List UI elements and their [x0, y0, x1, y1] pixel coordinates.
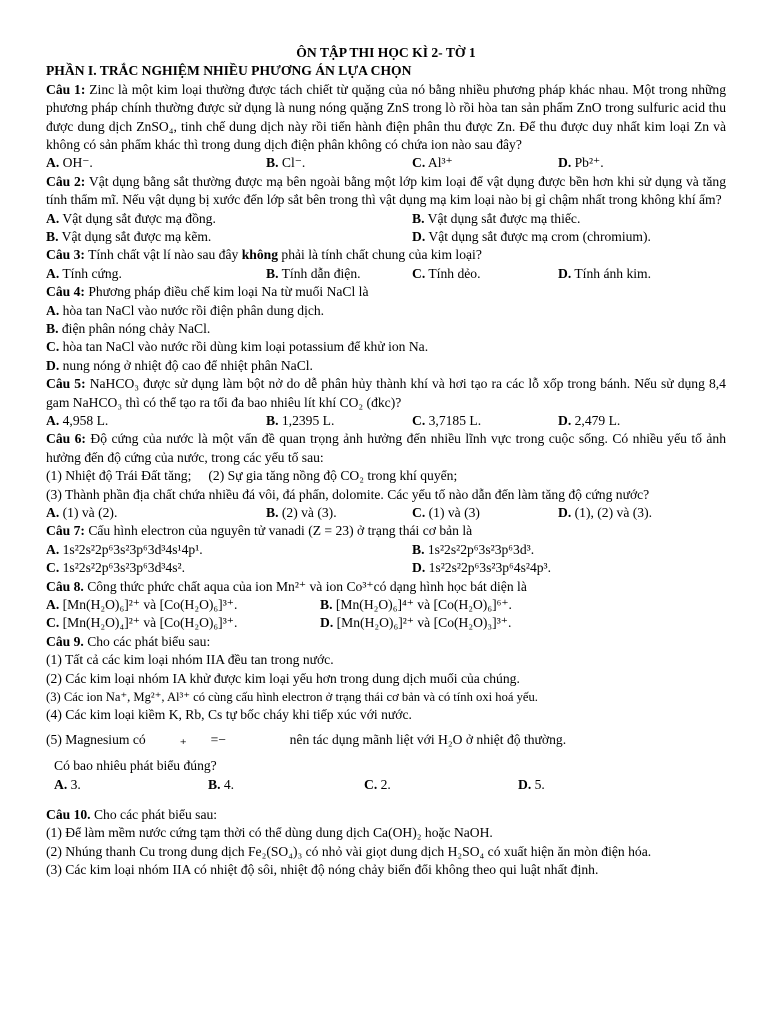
- statement-2: (2) Nhúng thanh Cu trong dung dịch Fe₂(SO₄)₃ có nhỏ vài giọt dung dịch H₂SO₄ có xuất hiện ăn mòn điện hóa.: [46, 843, 652, 859]
- question-8: [46, 578, 726, 596]
- formula-fragment: [146, 731, 242, 749]
- statement-5: [46, 731, 726, 749]
- option-b[interactable]: (2) và (3).: [281, 505, 337, 521]
- option-label: A.: [46, 597, 60, 613]
- statement-5-start: (5) Magnesium có: [46, 731, 146, 747]
- statement-1: (1) Tất cả các kim loại nhóm IIA đều tan trong nước.: [46, 652, 334, 668]
- option-label: D.: [558, 413, 572, 429]
- page-title: ÔN TẬP THI HỌC KÌ 2- TỜ 1: [296, 45, 476, 60]
- section-heading: PHẦN I. TRẮC NGHIỆM NHIỀU PHƯƠNG ÁN LỰA CHỌN: [46, 63, 412, 79]
- option-label: B.: [266, 505, 279, 521]
- option-b[interactable]: Tính dẫn điện.: [281, 265, 361, 281]
- option-label: D.: [320, 615, 334, 631]
- question-text: Cấu hình electron của nguyên tử vanadi (Z = 23) ở trạng thái cơ bản là: [88, 523, 473, 539]
- option-a[interactable]: Vật dụng sắt được mạ đồng.: [62, 210, 216, 226]
- option-b[interactable]: Cl⁻.: [281, 155, 306, 171]
- option-d[interactable]: 2,479 L.: [574, 413, 621, 429]
- option-label: C.: [46, 615, 60, 631]
- options-row: [46, 614, 726, 632]
- option-b[interactable]: Vật dụng sắt được mạ thiếc.: [427, 210, 581, 226]
- formula-symbol: ₊: [179, 731, 187, 747]
- option-c[interactable]: Al³⁺: [427, 155, 453, 171]
- option-d: nung nóng ở nhiệt độ cao để nhiệt phân NaCl.: [62, 357, 313, 373]
- option-label: A.: [46, 210, 60, 226]
- question-10: [46, 806, 726, 824]
- option-d[interactable]: 1s²2s²2p⁶3s²3p⁶4s²4p³.: [428, 560, 552, 576]
- option-d[interactable]: Vật dụng sắt được mạ crom (chromium).: [428, 229, 651, 245]
- options-row: [46, 596, 726, 614]
- option-a[interactable]: (1) và (2).: [62, 505, 118, 521]
- option-a[interactable]: 3.: [70, 776, 81, 792]
- question-number: Câu 10.: [46, 807, 91, 823]
- statement-4: (4) Các kim loại kiềm K, Rb, Cs tự bốc cháy khi tiếp xúc với nước.: [46, 707, 412, 723]
- option-d[interactable]: [Mn(H₂O)₆]²⁺ và [Co(H₂O)₃]³⁺.: [336, 615, 512, 631]
- option-label: D.: [46, 357, 60, 373]
- factor-2: (2) Sự gia tăng nồng độ CO₂ trong khí quyển;: [208, 468, 458, 484]
- option-c[interactable]: (1) và (3): [428, 505, 480, 521]
- options-row: [46, 541, 726, 559]
- option-label: B.: [46, 229, 59, 245]
- question-text: Vật dụng bằng sắt thường được mạ bên ngoài bằng một lớp kim loại để vật dụng được bền hơn khi sử dụng và tăng tính thẩm mĩ. Nếu vật dụng bị xước đến lớp sắt bên trong thì vật dụng mạ kim loại nào bị gỉ chậm nhất trong không khí ẩm?: [46, 173, 726, 208]
- option-label: B.: [208, 776, 221, 792]
- option-a[interactable]: [Mn(H₂O)₆]²⁺ và [Co(H₂O)₆]³⁺.: [62, 597, 238, 613]
- option-d[interactable]: Tính ánh kim.: [574, 265, 652, 281]
- question-4: [46, 283, 726, 301]
- option-label: B.: [266, 413, 279, 429]
- statement-3: (3) Các ion Na⁺, Mg²⁺, Al³⁺ có cùng cấu hình electron ở trạng thái cơ bản và có tính oxi hoá yếu.: [46, 690, 538, 705]
- question-text: Phương pháp điều chế kim loại Na từ muối NaCl là: [88, 284, 369, 300]
- question-number: Câu 1:: [46, 81, 86, 97]
- option-c[interactable]: 3,7185 L.: [428, 413, 482, 429]
- question-text: Tính chất vật lí nào sau đây: [88, 247, 239, 263]
- option-row-b[interactable]: [46, 320, 726, 338]
- question-5: [46, 375, 726, 412]
- question-text: Cho các phát biểu sau:: [87, 633, 211, 649]
- option-label: D.: [412, 229, 426, 245]
- option-label: A.: [46, 265, 60, 281]
- option-a[interactable]: 4,958 L.: [62, 413, 109, 429]
- option-label: A.: [46, 155, 60, 171]
- emphasis-text: không: [241, 247, 278, 263]
- option-b[interactable]: 1,2395 L.: [281, 413, 335, 429]
- option-label: D.: [558, 265, 572, 281]
- statement-1: (1) Để làm mềm nước cứng tạm thời có thể dùng dung dịch Ca(OH)₂ hoặc NaOH.: [46, 825, 493, 841]
- option-label: A.: [46, 302, 60, 318]
- option-label: A.: [54, 776, 68, 792]
- option-a: hòa tan NaCl vào nước rồi điện phân dung dịch.: [62, 302, 325, 318]
- option-label: C.: [412, 155, 426, 171]
- option-c[interactable]: Vật dụng sắt được mạ kẽm.: [61, 229, 212, 245]
- statement-5-end: nên tác dụng mãnh liệt với H₂O ở nhiệt độ thường.: [289, 731, 567, 747]
- option-label: D.: [558, 155, 572, 171]
- option-d[interactable]: (1), (2) và (3).: [574, 505, 652, 521]
- factor-line: [46, 467, 726, 485]
- options-row: [46, 504, 726, 522]
- question-number: Câu 7:: [46, 523, 85, 539]
- option-c[interactable]: Tính dẻo.: [428, 265, 481, 281]
- option-label: C.: [46, 339, 60, 355]
- option-label: C.: [46, 560, 60, 576]
- question-number: Câu 4:: [46, 284, 85, 300]
- option-label: B.: [266, 265, 279, 281]
- question-7: [46, 522, 726, 540]
- option-label: D.: [558, 505, 572, 521]
- option-label: C.: [412, 265, 426, 281]
- question-number: Câu 3:: [46, 247, 85, 263]
- option-label: B.: [46, 321, 59, 337]
- options-row: [46, 412, 726, 430]
- question-text: phải là tính chất chung của kim loại?: [281, 247, 482, 263]
- option-d[interactable]: 5.: [534, 776, 545, 792]
- question-text: Công thức phức chất aqua của ion Mn²⁺ và ion Co³⁺có dạng hình học bát diện là: [87, 578, 527, 594]
- option-b[interactable]: 1s²2s²2p⁶3s²3p⁶3d³.: [427, 541, 535, 557]
- option-b[interactable]: 4.: [223, 776, 235, 792]
- option-label: A.: [46, 413, 60, 429]
- statement-3: (3) Các kim loại nhóm IIA có nhiệt độ sôi, nhiệt độ nóng chảy biến đổi không theo qui luật nhất định.: [46, 862, 599, 878]
- options-row: [46, 210, 726, 228]
- question-number: Câu 8.: [46, 578, 84, 594]
- option-label: A.: [46, 505, 60, 521]
- question-2: [46, 173, 726, 210]
- question-6: [46, 430, 726, 467]
- worksheet-content: [46, 44, 726, 880]
- option-label: B.: [412, 541, 425, 557]
- option-b: điện phân nóng chảy NaCl.: [61, 321, 211, 337]
- factor-3: (3) Thành phần địa chất chứa nhiều đá vôi, đá phấn, dolomite. Các yếu tố nào dẫn đến làm tăng độ cứng nước?: [46, 486, 650, 502]
- option-a[interactable]: Tính cứng.: [62, 265, 122, 281]
- option-label: D.: [518, 776, 532, 792]
- option-row-c[interactable]: [46, 338, 726, 356]
- option-c[interactable]: 2.: [380, 776, 391, 792]
- question-text: NaHCO₃ được sử dụng làm bột nở do dễ phân hủy thành khí và hơi tạo ra các lỗ xốp trong bánh. Nếu sử dụng 8,4 gam NaHCO₃ thì có thể tạo ra tối đa bao nhiêu lít khí CO₂ (đkc)?: [46, 376, 726, 410]
- factor-1: (1) Nhiệt độ Trái Đất tăng;: [46, 468, 192, 484]
- options-row: [46, 228, 726, 246]
- options-row: [46, 559, 726, 577]
- option-a[interactable]: 1s²2s²2p⁶3s²3p⁶3d³4s¹4p¹.: [62, 541, 203, 557]
- option-row-d[interactable]: [46, 357, 726, 375]
- options-row: [46, 776, 726, 794]
- option-c[interactable]: 1s²2s²2p⁶3s²3p⁶3d³4s².: [62, 560, 186, 576]
- options-row: [46, 265, 726, 283]
- question-text: Độ cứng của nước là một vấn đề quan trọng ảnh hưởng đến nhiều lĩnh vực trong cuộc sống. Có nhiều yếu tố ảnh hưởng đến độ cứng của nước, trong các yếu tố sau:: [46, 431, 727, 465]
- option-label: C.: [364, 776, 378, 792]
- question-text: Zinc là một kim loại thường được tách chiết từ quặng của nó bằng nhiều phương pháp khác nhau. Một trong những phương pháp chính thường được sử dụng là nung nóng quặng ZnS trong lò rồi hòa tan sản phẩm ZnO trong sulfuric acid thu được dung dịch ZnSO₄, tinh chế dung dịch này rồi tiến hành điện phân thu được Zn. Để thu được duy nhất kim loại Zn và không có sản phẩm khác thì trong dung dịch điện phân không có chứa ion nào sau đây?: [46, 81, 726, 153]
- option-b[interactable]: [Mn(H₂O)₆]⁴⁺ và [Co(H₂O)₆]⁶⁺.: [335, 597, 512, 613]
- question-3: [46, 246, 726, 264]
- question-number: Câu 6:: [46, 431, 86, 447]
- option-label: C.: [412, 413, 426, 429]
- statement-2: (2) Các kim loại nhóm IA khử được kim loại yếu hơn trong dung dịch muối của chúng.: [46, 670, 520, 686]
- question-9: [46, 633, 726, 651]
- question-text: Cho các phát biểu sau:: [93, 807, 218, 823]
- option-label: A.: [46, 541, 60, 557]
- question-number: Câu 5:: [46, 376, 86, 392]
- question-number: Câu 9.: [46, 633, 84, 649]
- option-c[interactable]: [Mn(H₂O)₄]²⁺ và [Co(H₂O)₆]³⁺.: [62, 615, 238, 631]
- option-c: hòa tan NaCl vào nước rồi dùng kim loại potassium để khử ion Na.: [62, 339, 429, 355]
- question-number: Câu 2:: [46, 173, 86, 189]
- option-label: B.: [320, 597, 333, 613]
- option-label: B.: [412, 210, 425, 226]
- option-label: C.: [412, 505, 426, 521]
- question-1: [46, 81, 726, 155]
- option-label: D.: [412, 560, 426, 576]
- question-prompt: Có bao nhiêu phát biểu đúng?: [54, 758, 217, 774]
- formula-symbol: =−: [210, 731, 226, 747]
- option-row-a[interactable]: [46, 302, 726, 320]
- option-label: B.: [266, 155, 279, 171]
- options-row: [46, 154, 726, 172]
- option-a[interactable]: OH⁻.: [62, 155, 93, 171]
- option-d[interactable]: Pb²⁺.: [574, 155, 604, 171]
